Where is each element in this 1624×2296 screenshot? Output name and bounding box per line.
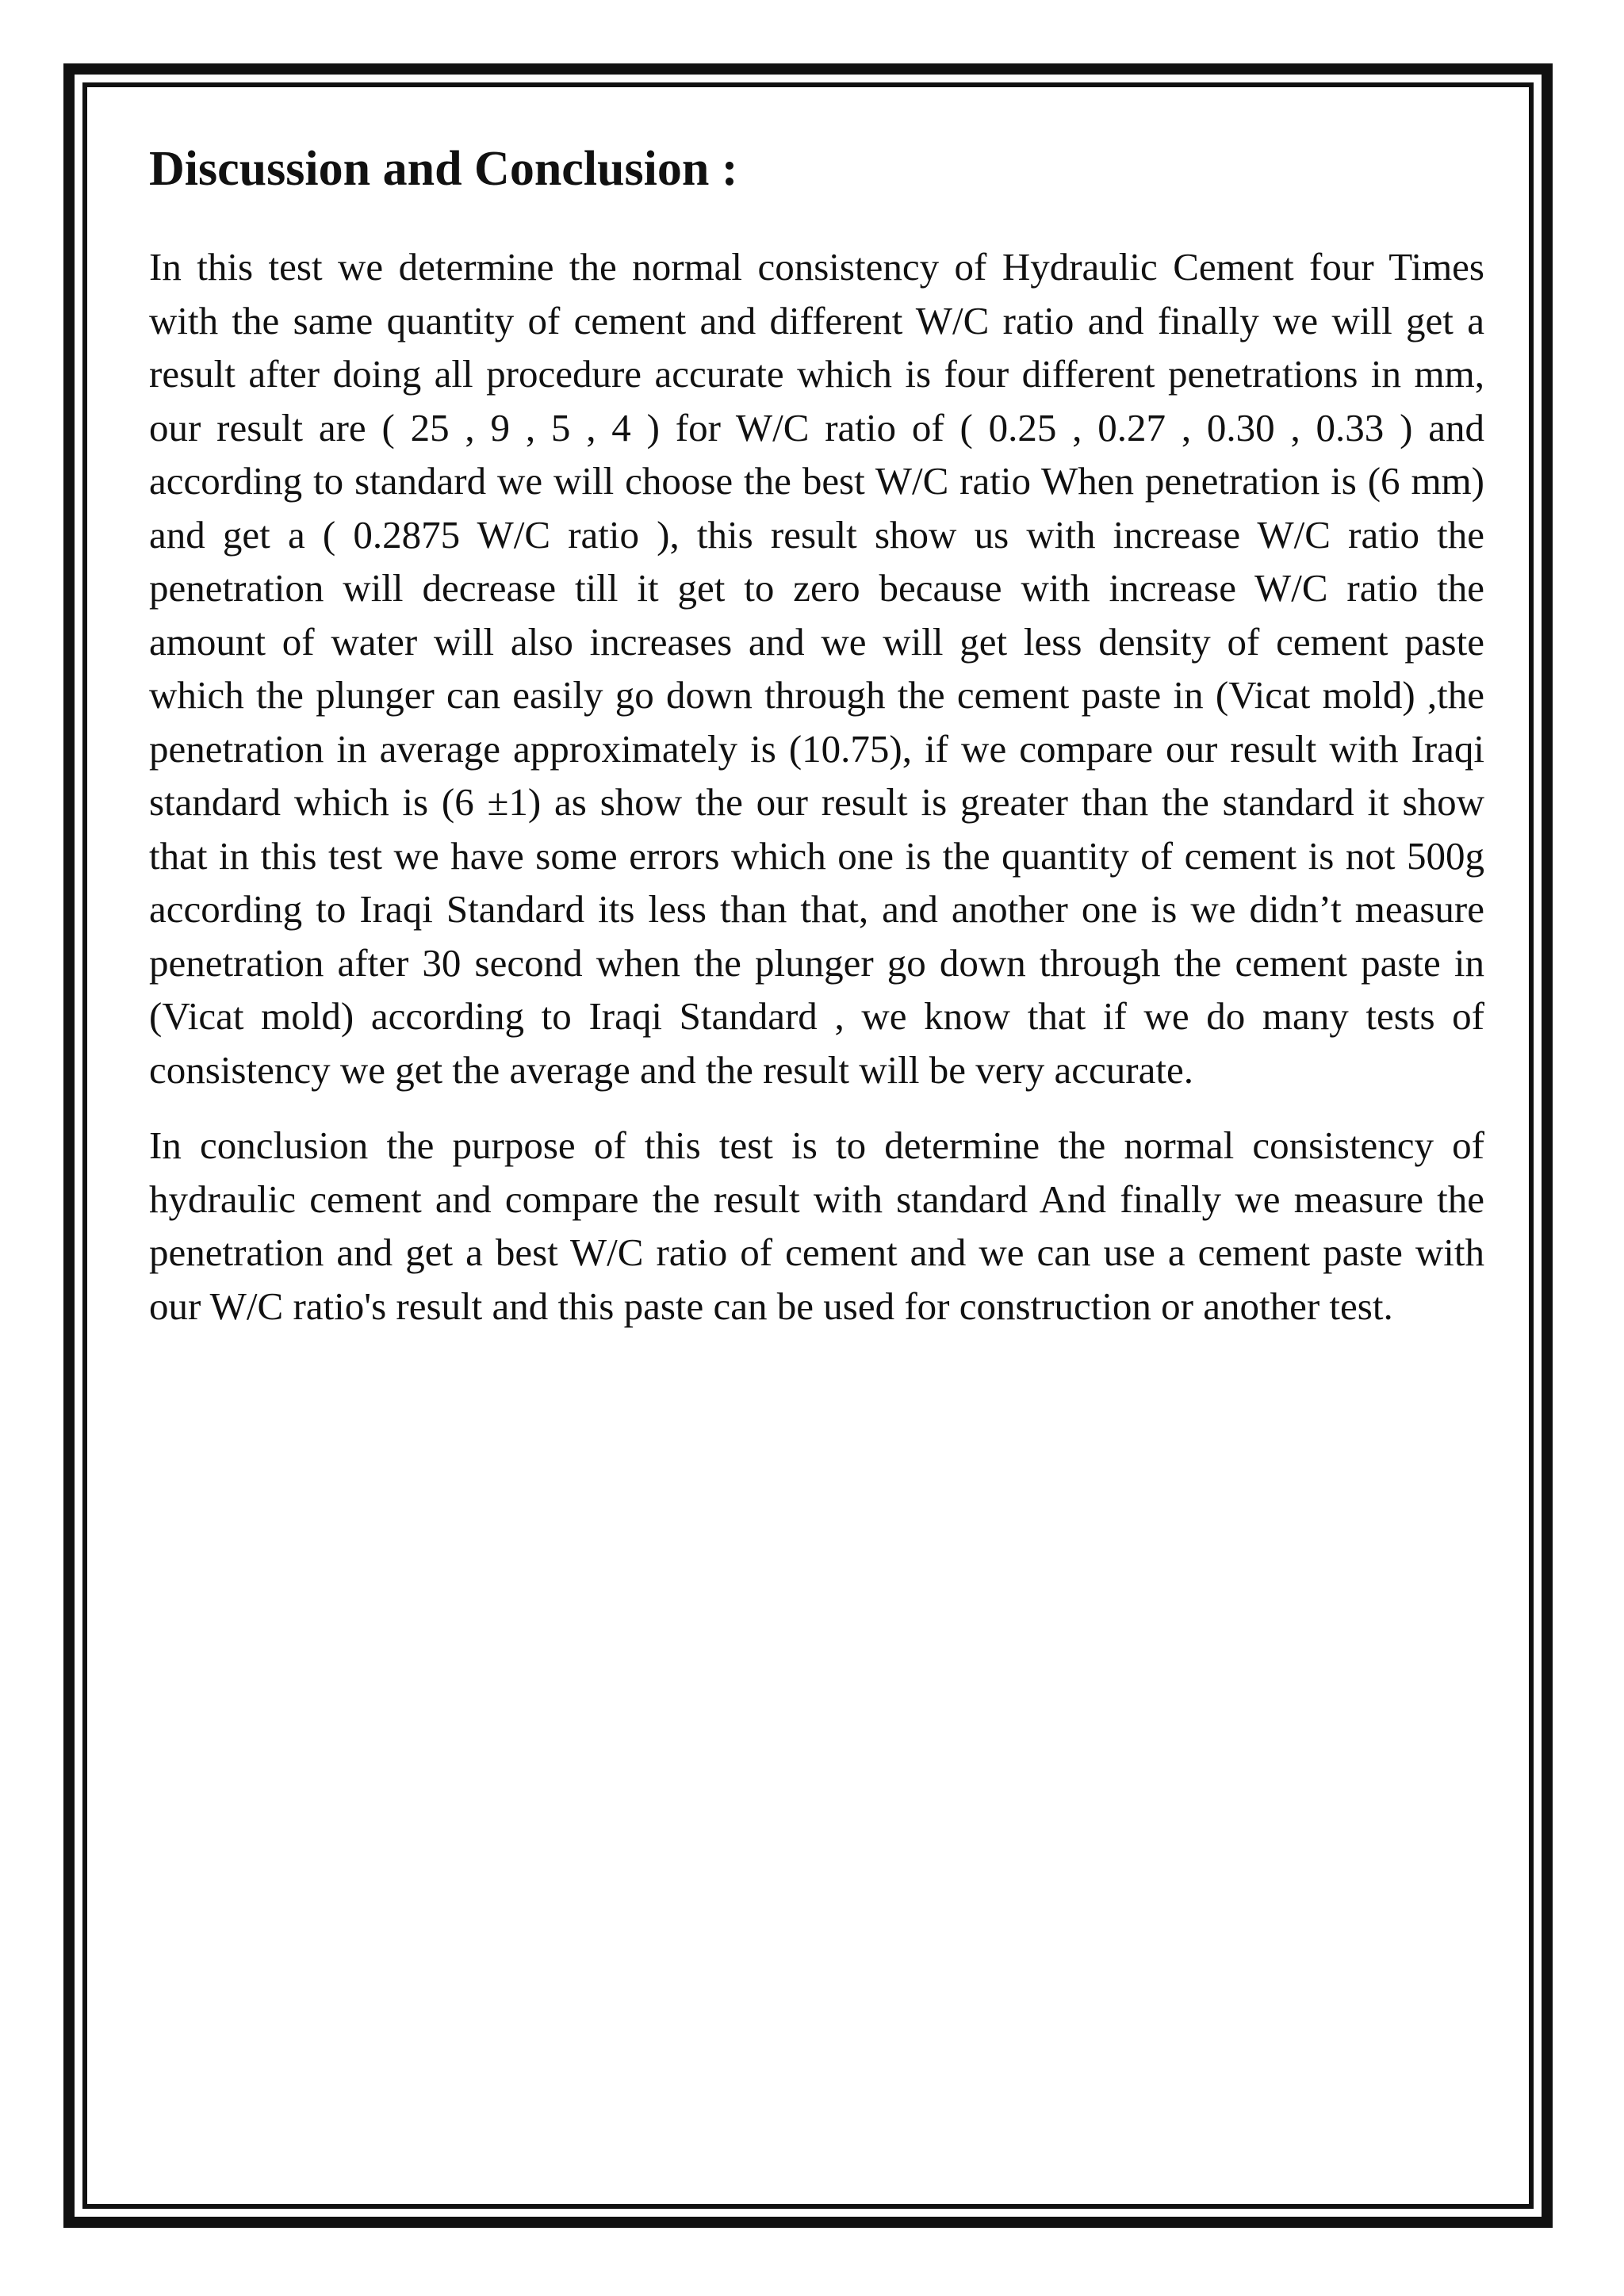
section-heading: Discussion and Conclusion :: [149, 142, 738, 196]
conclusion-paragraph: In conclusion the purpose of this test is to determine the normal consistency of hydraulic cement and compare the result with standard And finally we measure the penetration and get a best W/C ratio of cement and we can use a cement paste with our W/C ratio's result and this paste can be used for construction or another test.: [149, 1123, 1484, 1328]
discussion-paragraph: In this test we determine the normal consistency of Hydraulic Cement four Times with the same quantity of cement and different W/C ratio and finally we will get a result after doing all procedure accurate which is four different penetrations in mm, our result are ( 25 , 9 , 5 , 4 ) for W/C ratio of ( 0.25 , 0.27 , 0.30 , 0.33 ) and according to standard we will choose the best W/C ratio When penetration is (6 mm) and get a ( 0.2875 W/C ratio ), this result show us with increase W/C ratio the penetration will decrease till it get to zero because with increase W/C ratio the amount of water will also increases and we will get less density of cement paste which the plunger can easily go down through the cement paste in (Vicat mold) ,the penetration in average approximately is (10.75), if we compare our result with Iraqi standard which is (6 ±1) as show the our result is greater than the standard it show that in this test we have some errors which one is the quantity of cement is not 500g according to Iraqi Standard its less than that, and another one is we didn’t measure penetration after 30 second when the plunger go down through the cement paste in (Vicat mold) according to Iraqi Standard , we know that if we do many tests of consistency we get the average and the result will be very accurate.: [149, 245, 1484, 1092]
document-body: [149, 139, 1484, 1355]
